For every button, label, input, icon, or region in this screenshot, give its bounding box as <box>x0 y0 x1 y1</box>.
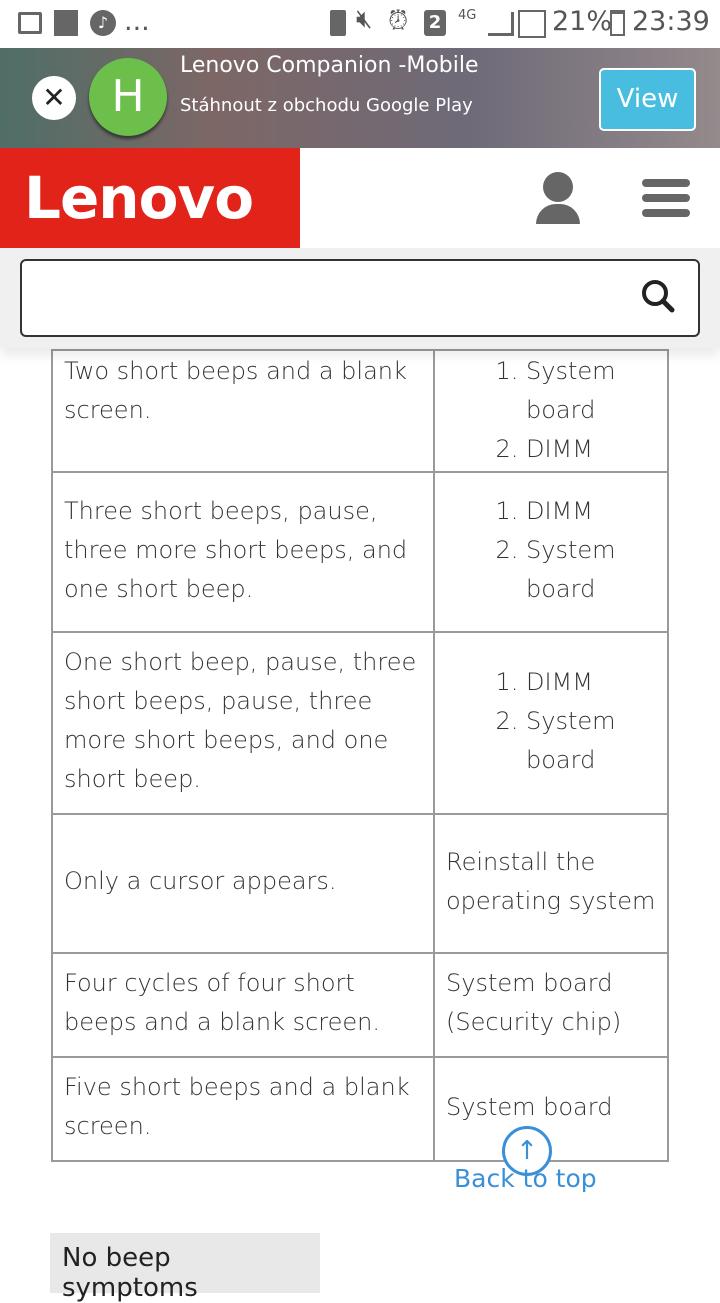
back-to-top-link[interactable]: Back to top <box>454 1164 597 1193</box>
battery-percent: 21% <box>552 6 613 37</box>
menu-icon[interactable] <box>642 179 690 217</box>
action-cell: Reinstall the operating system <box>434 814 668 953</box>
symptom-cell: Only a cursor appears. <box>52 814 434 953</box>
table-row <box>52 632 668 814</box>
status-bar <box>0 0 720 48</box>
table-row <box>52 472 668 632</box>
arrow-up-icon[interactable]: ↑ <box>502 1126 552 1176</box>
action-cell <box>434 350 668 472</box>
banner-subtitle: Stáhnout z obchodu Google Play <box>180 95 473 116</box>
action-item: 1. DIMM <box>526 492 659 531</box>
alarm-icon: ⏰︎ <box>388 6 409 36</box>
action-item: 1. DIMM <box>526 663 659 702</box>
action-item: 2. System board <box>526 531 659 609</box>
table-row <box>52 1057 668 1161</box>
action-cell <box>434 632 668 814</box>
recycle-icon <box>330 10 346 36</box>
symptom-cell: Two short beeps and a blank screen. <box>52 350 434 472</box>
table-row <box>52 953 668 1057</box>
signal-icon <box>488 12 514 36</box>
symptom-cell: Five short beeps and a blank screen. <box>52 1057 434 1161</box>
search-bar <box>0 248 720 348</box>
symptom-cell: One short beep, pause, three short beeps, pause, three more short beeps, and one short beep. <box>52 632 434 814</box>
mute-icon: 🔇︎ <box>356 4 373 34</box>
table-row <box>52 350 668 472</box>
app-install-banner <box>0 48 720 148</box>
sim-badge: 2 <box>424 10 446 36</box>
action-item: 1. System board <box>526 352 659 430</box>
action-cell <box>434 472 668 632</box>
signal-icon-2 <box>518 10 546 38</box>
app-icon: H <box>89 58 167 136</box>
clock: 23:39 <box>632 6 710 37</box>
app-icon <box>54 10 78 36</box>
view-button[interactable]: View <box>599 68 696 131</box>
search-icon[interactable] <box>640 278 676 314</box>
site-header <box>0 148 720 248</box>
table-row <box>52 814 668 953</box>
action-cell: System board (Security chip) <box>434 953 668 1057</box>
symptom-cell: Three short beeps, pause, three more short beeps, and one short beep. <box>52 472 434 632</box>
music-icon: ♪ <box>90 10 116 36</box>
action-item: 2. DIMM <box>526 430 659 469</box>
section-heading: No beep symptoms <box>50 1233 320 1293</box>
battery-icon <box>610 10 625 36</box>
search-input[interactable] <box>20 259 700 337</box>
close-banner-button[interactable]: ✕ <box>32 76 76 120</box>
beep-symptoms-table <box>51 349 669 1162</box>
action-cell: System board <box>434 1057 668 1161</box>
user-icon[interactable] <box>536 172 580 224</box>
notification-more: ... <box>124 6 150 37</box>
beep-table-section <box>0 349 720 1303</box>
action-item: 2. System board <box>526 702 659 780</box>
network-type: 4G <box>458 8 477 23</box>
symptom-cell: Four cycles of four short beeps and a blank screen. <box>52 953 434 1057</box>
lenovo-logo[interactable]: Lenovo <box>0 148 300 248</box>
gallery-icon <box>18 12 42 34</box>
banner-title: Lenovo Companion -Mobile <box>180 53 479 78</box>
